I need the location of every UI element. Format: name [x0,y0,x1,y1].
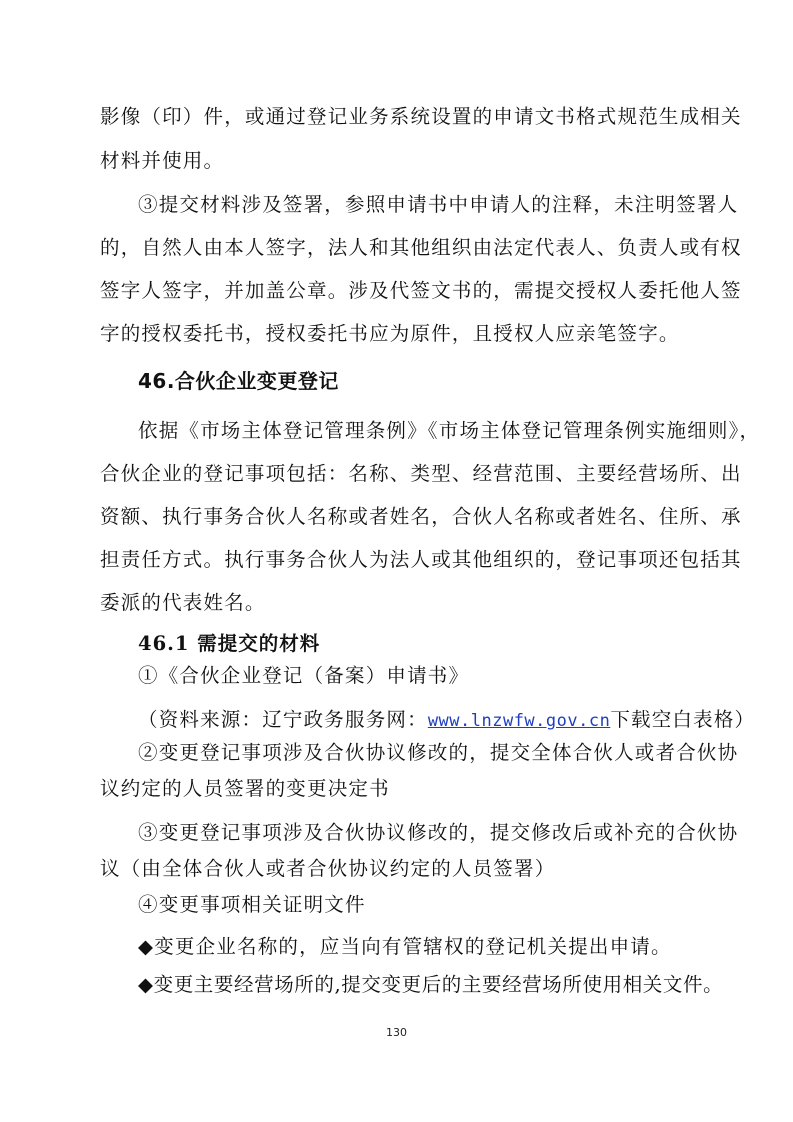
source-prefix: （资料来源：辽宁政务服务网： [138,708,428,731]
list-item: ②变更登记事项涉及合伙协议修改的，提交全体合伙人或者合伙协 [138,741,739,764]
list-item: ①《合伙企业登记（备案）申请书》 [138,664,470,687]
source-suffix: 下载空白表格） [610,708,756,731]
paragraph-line: 签字人签字，并加盖公章。涉及代签文书的，需提交授权人委托他人签 [100,279,742,302]
paragraph-line: ③提交材料涉及签署，参照申请书中申请人的注释，未注明签署人 [138,193,739,216]
list-item: ④变更事项相关证明文件 [138,893,366,916]
bullet-item: ◆变更企业名称的，应当向有管辖权的登记机关提出申请。 [138,935,672,958]
website-link[interactable]: www.lnzwfw.gov.cn [427,711,611,731]
paragraph-line: 材料并使用。 [100,149,225,172]
paragraph-line: 资额、执行事务合伙人名称或者姓名，合伙人名称或者姓名、住所、承 [100,505,742,528]
list-item: ③变更登记事项涉及合伙协议修改的，提交修改后或补充的合伙协 [138,821,739,844]
paragraph-line: 的，自然人由本人签字，法人和其他组织由法定代表人、负责人或有权 [100,236,742,259]
section-heading: 46.合伙企业变更登记 [138,369,339,393]
paragraph-line: 影像（印）件，或通过登记业务系统设置的申请文书格式规范生成相关 [100,105,742,128]
paragraph-line: 担责任方式。执行事务合伙人为法人或其他组织的，登记事项还包括其 [100,548,742,571]
source-note [138,707,756,734]
bullet-item: ◆变更主要经营场所的,提交变更后的主要经营场所使用相关文件。 [138,973,724,996]
paragraph-line: 依据《市场主体登记管理条例》《市场主体登记管理条例实施细则》， [138,419,761,442]
list-item: 议（由全体合伙人或者合伙协议约定的人员签署） [100,857,556,880]
list-item: 议约定的人员签署的变更决定书 [100,777,390,800]
paragraph-line: 字的授权委托书，授权委托书应为原件，且授权人应亲笔签字。 [100,322,680,345]
page-number: 130 [386,1026,407,1039]
paragraph-line: 合伙企业的登记事项包括：名称、类型、经营范围、主要经营场所、出 [100,462,742,485]
subsection-heading: 46.1 需提交的材料 [138,632,321,655]
paragraph-line: 委派的代表姓名。 [100,591,266,614]
